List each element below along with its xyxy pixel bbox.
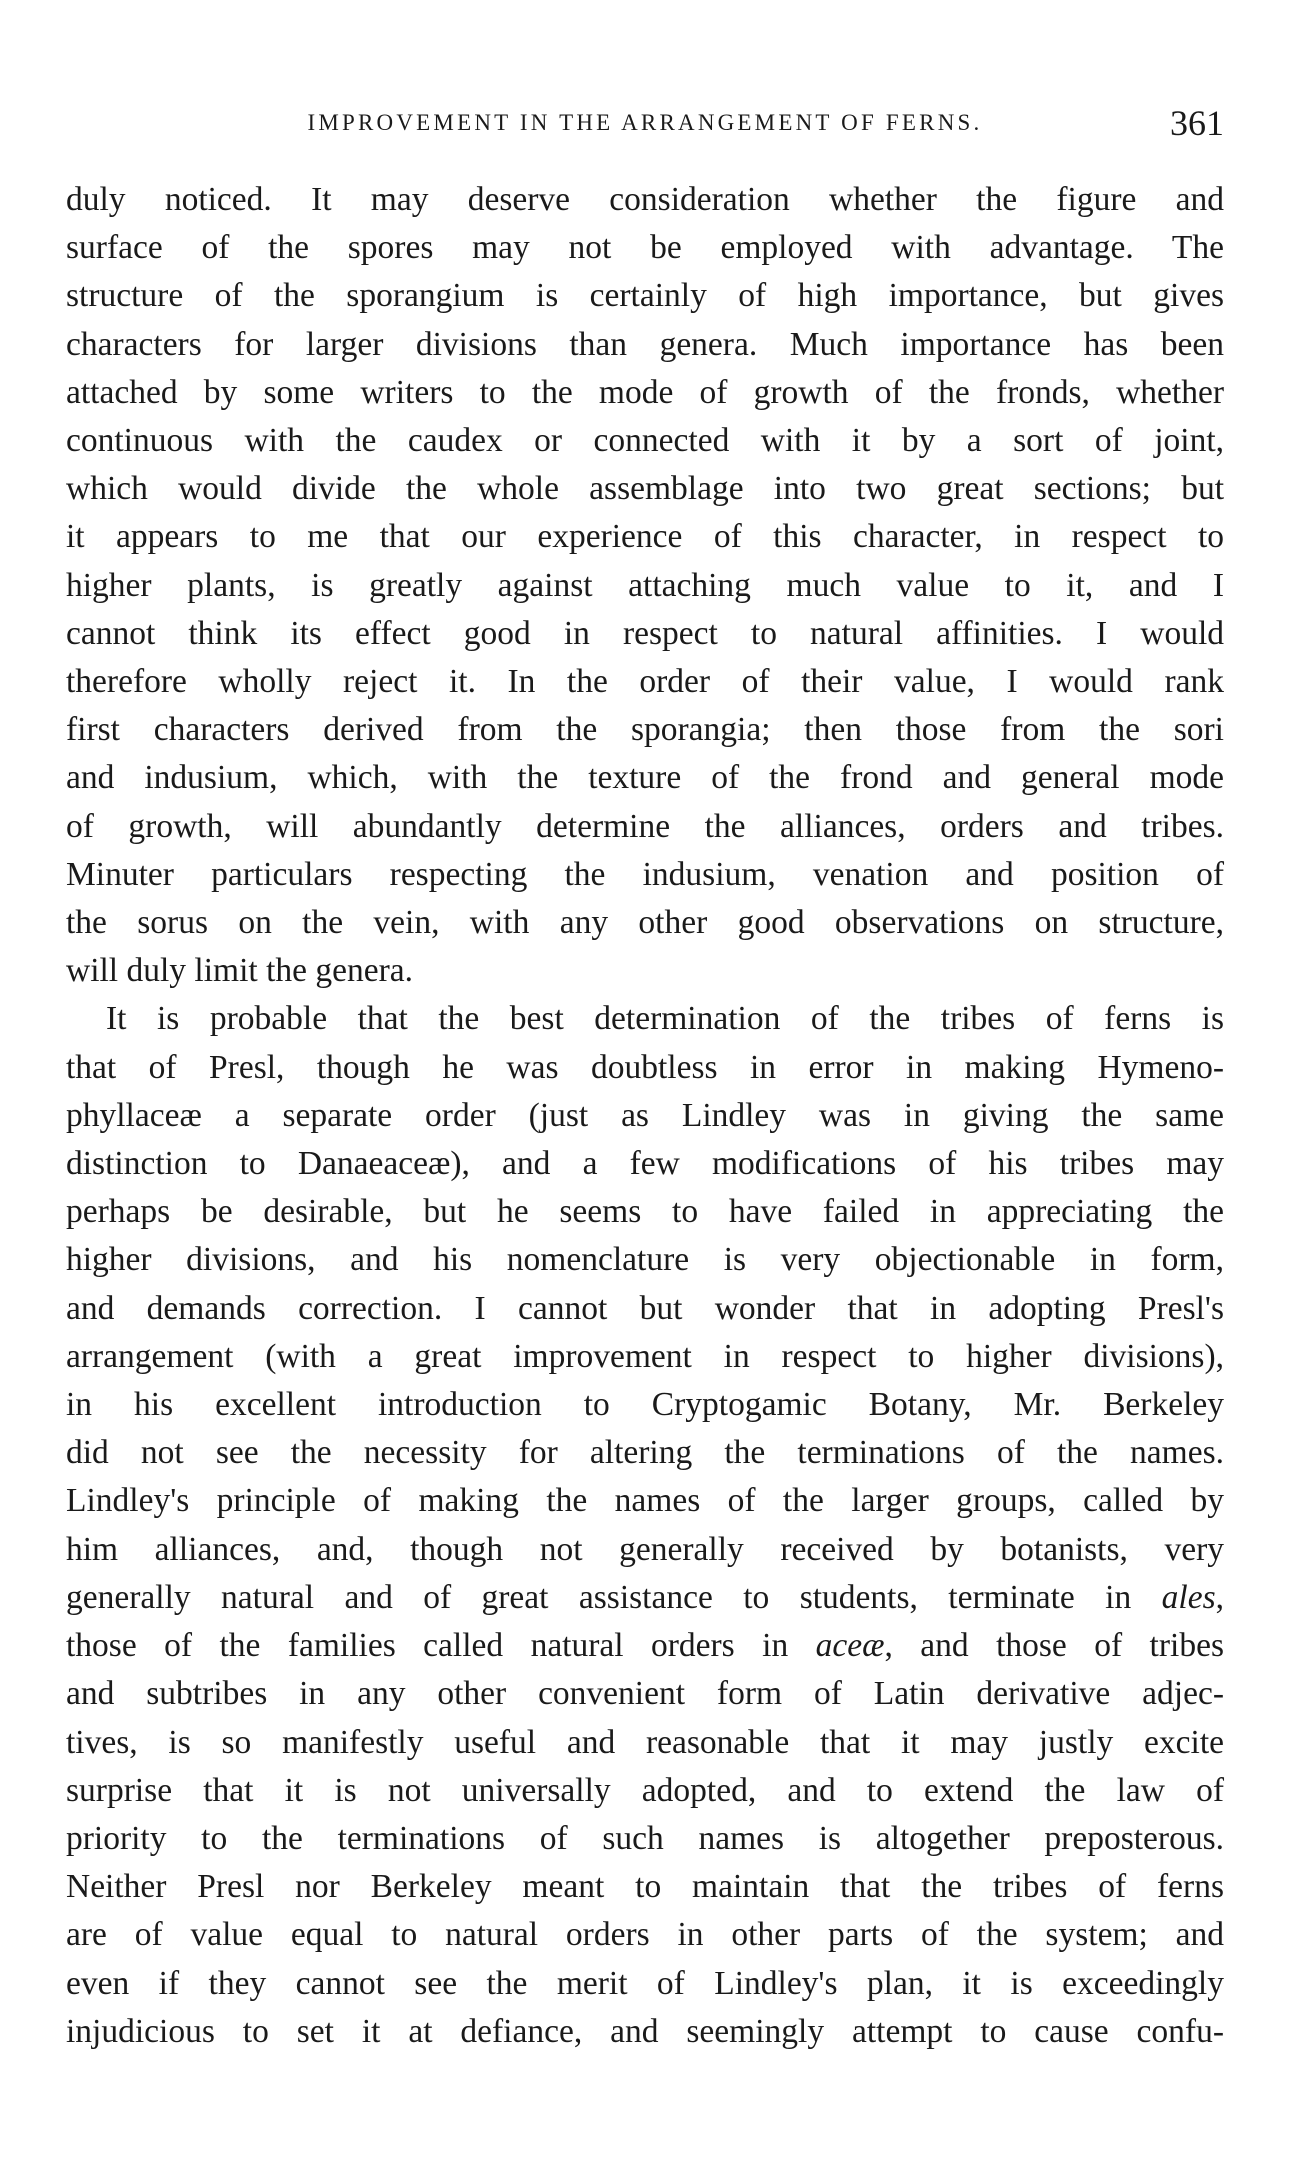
text-line: and demands correction. I cannot but wonder that in adopting Presl's [66, 1289, 1224, 1327]
text-line: surface of the spores may not be employed with advantage. The [66, 229, 1224, 267]
text-line: higher divisions, and his nomenclature is very objectionable in form, [66, 1241, 1224, 1279]
text-line: Lindley's principle of making the names of the larger groups, called by [66, 1482, 1224, 1520]
text-line: of growth, will abundantly determine the alliances, orders and tribes. [66, 807, 1224, 845]
text-line: arrangement (with a great improvement in respect to higher divisions), [66, 1337, 1224, 1375]
text-line: first characters derived from the sporangia; then those from the sori [66, 711, 1224, 749]
text-line: the sorus on the vein, with any other good observations on structure, [66, 904, 1224, 942]
text-line: and indusium, which, with the texture of the frond and general mode [66, 759, 1224, 797]
text-line: did not see the necessity for altering the terminations of the names. [66, 1434, 1224, 1472]
text-line: distinction to Danaeaceæ), and a few modifications of his tribes may [66, 1145, 1224, 1183]
text-line: in his excellent introduction to Cryptogamic Botany, Mr. Berkeley [66, 1386, 1224, 1424]
text-line: will duly limit the genera. [66, 952, 414, 990]
text-line: attached by some writers to the mode of growth of the fronds, whether [66, 373, 1224, 411]
text-line: characters for larger divisions than genera. Much importance has been [66, 325, 1224, 363]
text-line: injudicious to set it at defiance, and seemingly attempt to cause confu- [66, 2012, 1224, 2050]
text-line: phyllaceæ a separate order (just as Lindley was in giving the same [66, 1096, 1224, 1134]
text-line: those of the families called natural orders in aceæ, and those of tribes [66, 1627, 1224, 1665]
body-text [66, 176, 1224, 2056]
text-line: even if they cannot see the merit of Lindley's plan, it is exceedingly [66, 1964, 1224, 2002]
book-page [66, 103, 1224, 2056]
text-line: tives, is so manifestly useful and reasonable that it may justly excite [66, 1723, 1224, 1761]
text-line: continuous with the caudex or connected with it by a sort of joint, [66, 422, 1224, 460]
text-line: priority to the terminations of such names is altogether preposterous. [66, 1819, 1224, 1857]
text-line: structure of the sporangium is certainly of high importance, but gives [66, 277, 1224, 315]
text-line: therefore wholly reject it. In the order of their value, I would rank [66, 663, 1224, 701]
paragraph-2 [66, 995, 1224, 2055]
text-line: him alliances, and, though not generally received by botanists, very [66, 1530, 1224, 1568]
text-line: and subtribes in any other convenient form of Latin derivative adjec- [66, 1675, 1224, 1713]
text-line: perhaps be desirable, but he seems to have failed in appreciating the [66, 1193, 1224, 1231]
text-line: Neither Presl nor Berkeley meant to maintain that the tribes of ferns [66, 1868, 1224, 1906]
text-line: generally natural and of great assistance to students, terminate in ales, [66, 1578, 1224, 1616]
text-line: it appears to me that our experience of this character, in respect to [66, 518, 1224, 556]
paragraph-1 [66, 176, 1224, 995]
text-line: higher plants, is greatly against attaching much value to it, and I [66, 566, 1224, 604]
text-line: surprise that it is not universally adopted, and to extend the law of [66, 1771, 1224, 1809]
text-line: Minuter particulars respecting the indusium, venation and position of [66, 855, 1224, 893]
text-line: are of value equal to natural orders in other parts of the system; and [66, 1916, 1224, 1954]
text-line: It is probable that the best determination of the tribes of ferns is [106, 1000, 1224, 1038]
text-line: cannot think its effect good in respect to natural affinities. I would [66, 614, 1224, 652]
text-line: that of Presl, though he was doubtless in error in making Hymeno- [66, 1048, 1224, 1086]
page-number: 361 [1170, 103, 1224, 143]
text-line: duly noticed. It may deserve consideration whether the figure and [66, 181, 1224, 218]
text-line: which would divide the whole assemblage into two great sections; but [66, 470, 1224, 508]
running-head [66, 103, 1224, 156]
running-title: IMPROVEMENT IN THE ARRANGEMENT OF FERNS. [307, 110, 983, 135]
